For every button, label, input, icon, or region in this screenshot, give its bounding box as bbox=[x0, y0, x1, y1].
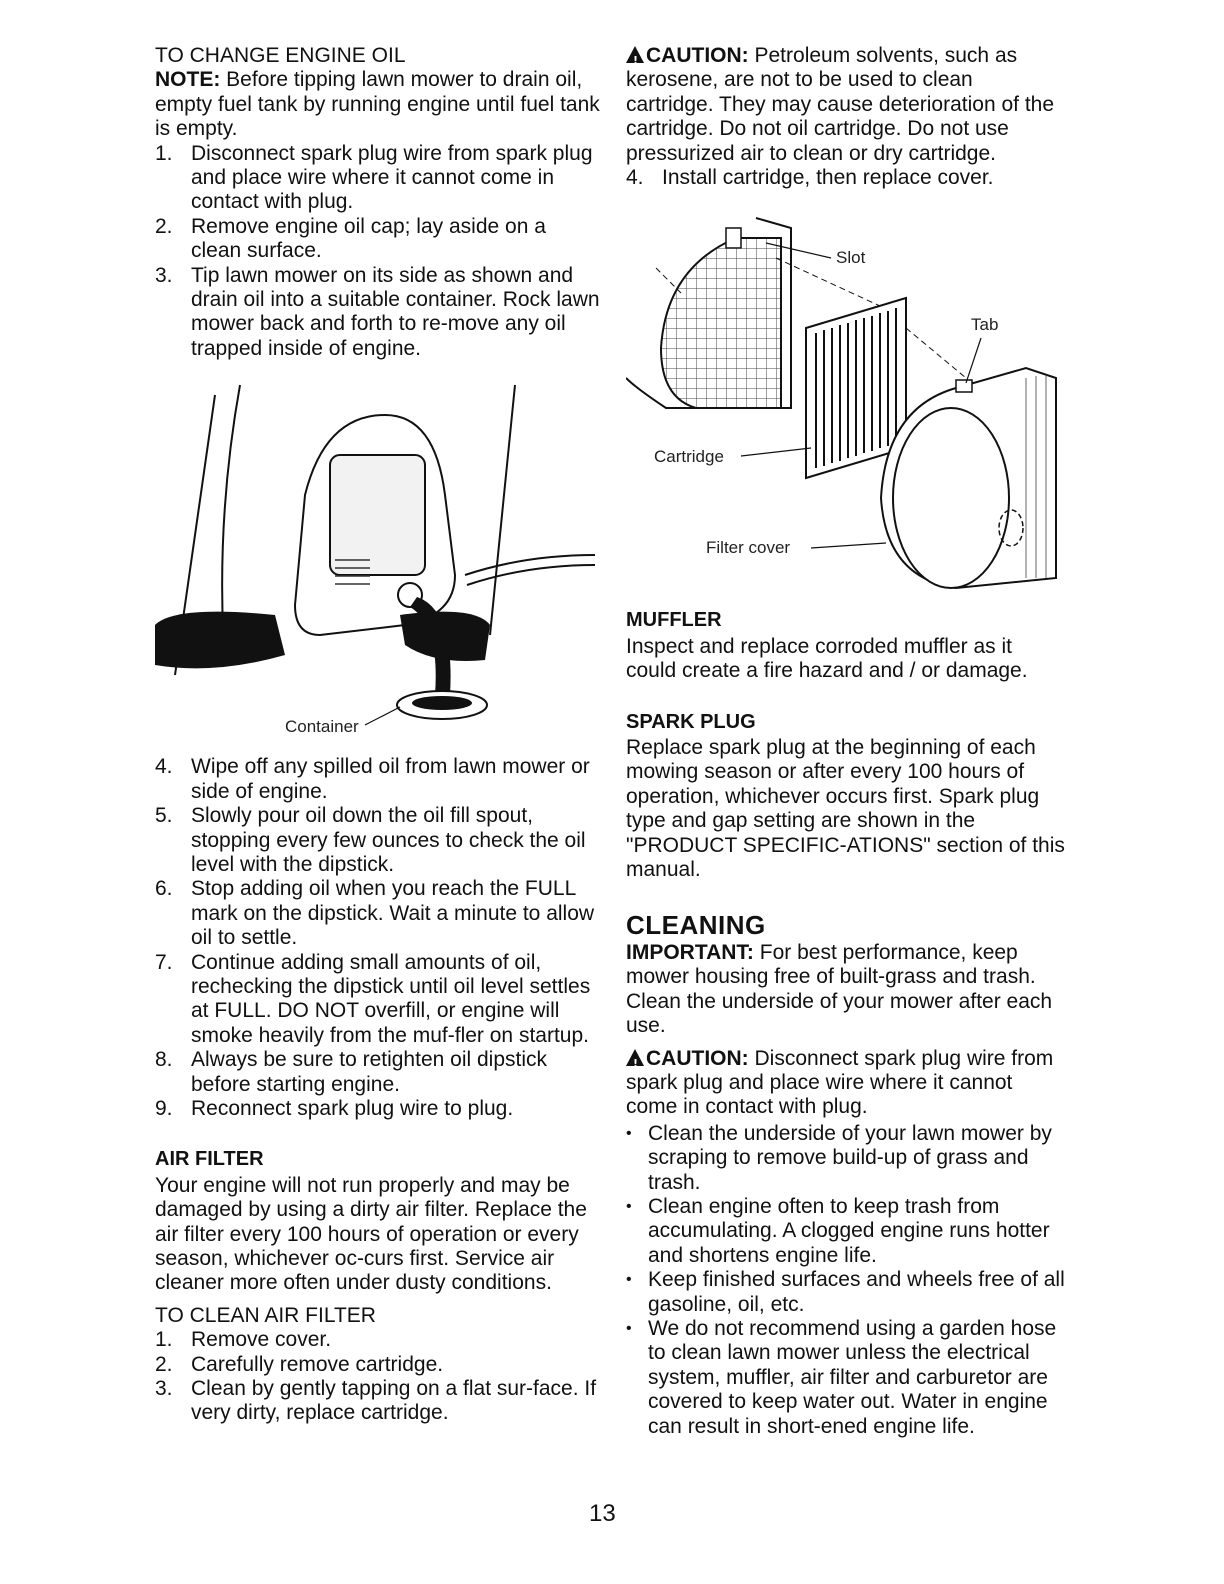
step-number: 3. bbox=[155, 263, 173, 287]
step-text: Wipe off any spilled oil from lawn mower or side of engine. bbox=[191, 755, 590, 803]
left-column bbox=[155, 44, 600, 1426]
air-filter-heading: AIR FILTER bbox=[155, 1148, 264, 1171]
list-item bbox=[155, 1353, 600, 1377]
clean-air-filter-title: TO CLEAN AIR FILTER bbox=[155, 1303, 376, 1327]
step-number: 5. bbox=[155, 804, 173, 828]
warning-triangle-icon bbox=[626, 46, 644, 63]
important-note bbox=[626, 941, 1066, 1039]
step-number: 6. bbox=[155, 877, 173, 901]
caution-label: CAUTION: bbox=[646, 1046, 749, 1070]
step-text: Stop adding oil when you reach the FULL mark on the dipstick. Wait a minute to allow oil to settle. bbox=[191, 877, 595, 950]
air-filter-figure bbox=[626, 198, 1066, 598]
oil-steps-list bbox=[155, 142, 600, 362]
list-item bbox=[155, 755, 600, 804]
muffler-heading: MUFFLER bbox=[626, 609, 722, 632]
step-text: Remove cover. bbox=[191, 1328, 332, 1352]
list-item bbox=[155, 264, 600, 362]
list-item bbox=[155, 951, 600, 1049]
caution-label: CAUTION: bbox=[646, 44, 749, 67]
list-item: • Clean engine often to keep trash from accumulating. A clogged engine runs hotter and shortens engine life. bbox=[626, 1195, 1066, 1268]
step-number: 7. bbox=[155, 950, 173, 974]
list-item bbox=[155, 1377, 600, 1426]
step-number: 2. bbox=[155, 1352, 173, 1376]
list-item bbox=[155, 142, 600, 215]
oil-change-title: TO CHANGE ENGINE OIL bbox=[155, 44, 406, 67]
oil-drain-illustration bbox=[155, 375, 600, 755]
cartridge-label: Cartridge bbox=[654, 447, 724, 467]
oil-steps-list-continued bbox=[155, 755, 600, 1121]
list-item: • We do not recommend using a garden hose to clean lawn mower unless the electrical system, muffler, air filter and carburetor are covered to keep water out. Water in engine can result in short-ened engine life. bbox=[626, 1317, 1066, 1439]
list-item: • Keep finished surfaces and wheels free of all gasoline, oil, etc. bbox=[626, 1268, 1066, 1317]
warning-triangle-icon bbox=[626, 1049, 644, 1066]
caution-text: Disconnect spark plug wire from spark plug and place wire where it cannot come in contact with plug. bbox=[626, 1046, 1054, 1119]
step-text: Tip lawn mower on its side as shown and drain oil into a suitable container. Rock lawn mower back and forth to re-move any oil trapped inside of engine. bbox=[191, 263, 600, 360]
clean-air-steps-list bbox=[155, 1328, 600, 1426]
muffler-text: Inspect and replace corroded muffler as it could create a fire hazard and / or damage. bbox=[626, 634, 1028, 683]
list-item bbox=[155, 877, 600, 950]
right-column bbox=[626, 44, 1066, 1439]
step-number: 1. bbox=[155, 141, 173, 165]
page-number: 13 bbox=[589, 1500, 616, 1527]
container-label: Container bbox=[285, 717, 359, 737]
step-number: 4. bbox=[155, 755, 173, 779]
cleaning-heading: CLEANING bbox=[626, 909, 766, 940]
caution-text: Petroleum solvents, such as kerosene, are not to be used to clean cartridge. They may cause deterioration of the cartridge. Do not oil cartridge. Do not use pressurized air to clean or dry cartridge. bbox=[626, 44, 1055, 165]
step-text: Clean by gently tapping on a flat sur-face. If very dirty, replace cartridge. bbox=[191, 1377, 597, 1425]
step-text: Disconnect spark plug wire from spark plug and place wire where it cannot come in contact with plug. bbox=[191, 141, 593, 214]
tab-label: Tab bbox=[971, 315, 999, 335]
step-text: Always be sure to retighten oil dipstick before starting engine. bbox=[191, 1048, 548, 1096]
step-text: Slowly pour oil down the oil fill spout, stopping every few ounces to check the oil level with the dipstick. bbox=[191, 804, 586, 876]
step-number: 4. bbox=[626, 166, 644, 190]
step-text: Install cartridge, then replace cover. bbox=[662, 166, 994, 190]
spark-plug-heading: SPARK PLUG bbox=[626, 710, 756, 733]
slot-label: Slot bbox=[836, 248, 866, 268]
step-number: 9. bbox=[155, 1096, 173, 1120]
note-label: NOTE: bbox=[155, 68, 221, 92]
list-item bbox=[155, 1048, 600, 1097]
cleaning-bullet-list bbox=[626, 1122, 1066, 1439]
air-filter-text: Your engine will not run properly and may be damaged by using a dirty air filter. Replace the air filter every 100 hours of operation or every season, whichever oc-curs first. Service air cleaner more often under dusty conditions. bbox=[155, 1173, 587, 1295]
filter-cover-label: Filter cover bbox=[706, 538, 791, 558]
list-item bbox=[155, 804, 600, 877]
list-item bbox=[155, 215, 600, 264]
note-text: Before tipping lawn mower to drain oil, empty fuel tank by running engine until fuel tank is empty. bbox=[155, 68, 600, 141]
list-item bbox=[626, 166, 1066, 190]
step-text: Remove engine oil cap; lay aside on a clean surface. bbox=[191, 214, 546, 263]
step-text: Continue adding small amounts of oil, rechecking the dipstick until oil level settles at FULL. DO NOT overfill, or engine will smoke heavily from the muf-fler on startup. bbox=[191, 950, 591, 1047]
list-item bbox=[155, 1097, 600, 1121]
step-number: 2. bbox=[155, 214, 173, 238]
spark-plug-text: Replace spark plug at the beginning of each mowing season or after every 100 hours of operation, whichever occurs first. Spark plug type and gap setting are shown in the "PRODUCT SPECIFIC-ATIONS" section of this manual. bbox=[626, 736, 1065, 882]
step-number: 3. bbox=[155, 1377, 173, 1401]
important-label: IMPORTANT: bbox=[626, 940, 754, 964]
oil-note bbox=[155, 68, 600, 141]
step-text: Carefully remove cartridge. bbox=[191, 1352, 444, 1376]
list-item: • Clean the underside of your lawn mower by scraping to remove build-up of grass and trash. bbox=[626, 1122, 1066, 1195]
important-text: For best performance, keep mower housing free of built-grass and trash. Clean the underside of your mower after each use. bbox=[626, 940, 1053, 1038]
step-number: 8. bbox=[155, 1048, 173, 1072]
step-number: 1. bbox=[155, 1328, 173, 1352]
list-item bbox=[155, 1328, 600, 1352]
install-step-list bbox=[626, 166, 1066, 190]
caution-spark-plug bbox=[626, 1047, 1066, 1120]
step-text: Reconnect spark plug wire to plug. bbox=[191, 1096, 514, 1120]
caution-petroleum bbox=[626, 44, 1066, 166]
oil-drain-figure bbox=[155, 375, 600, 755]
